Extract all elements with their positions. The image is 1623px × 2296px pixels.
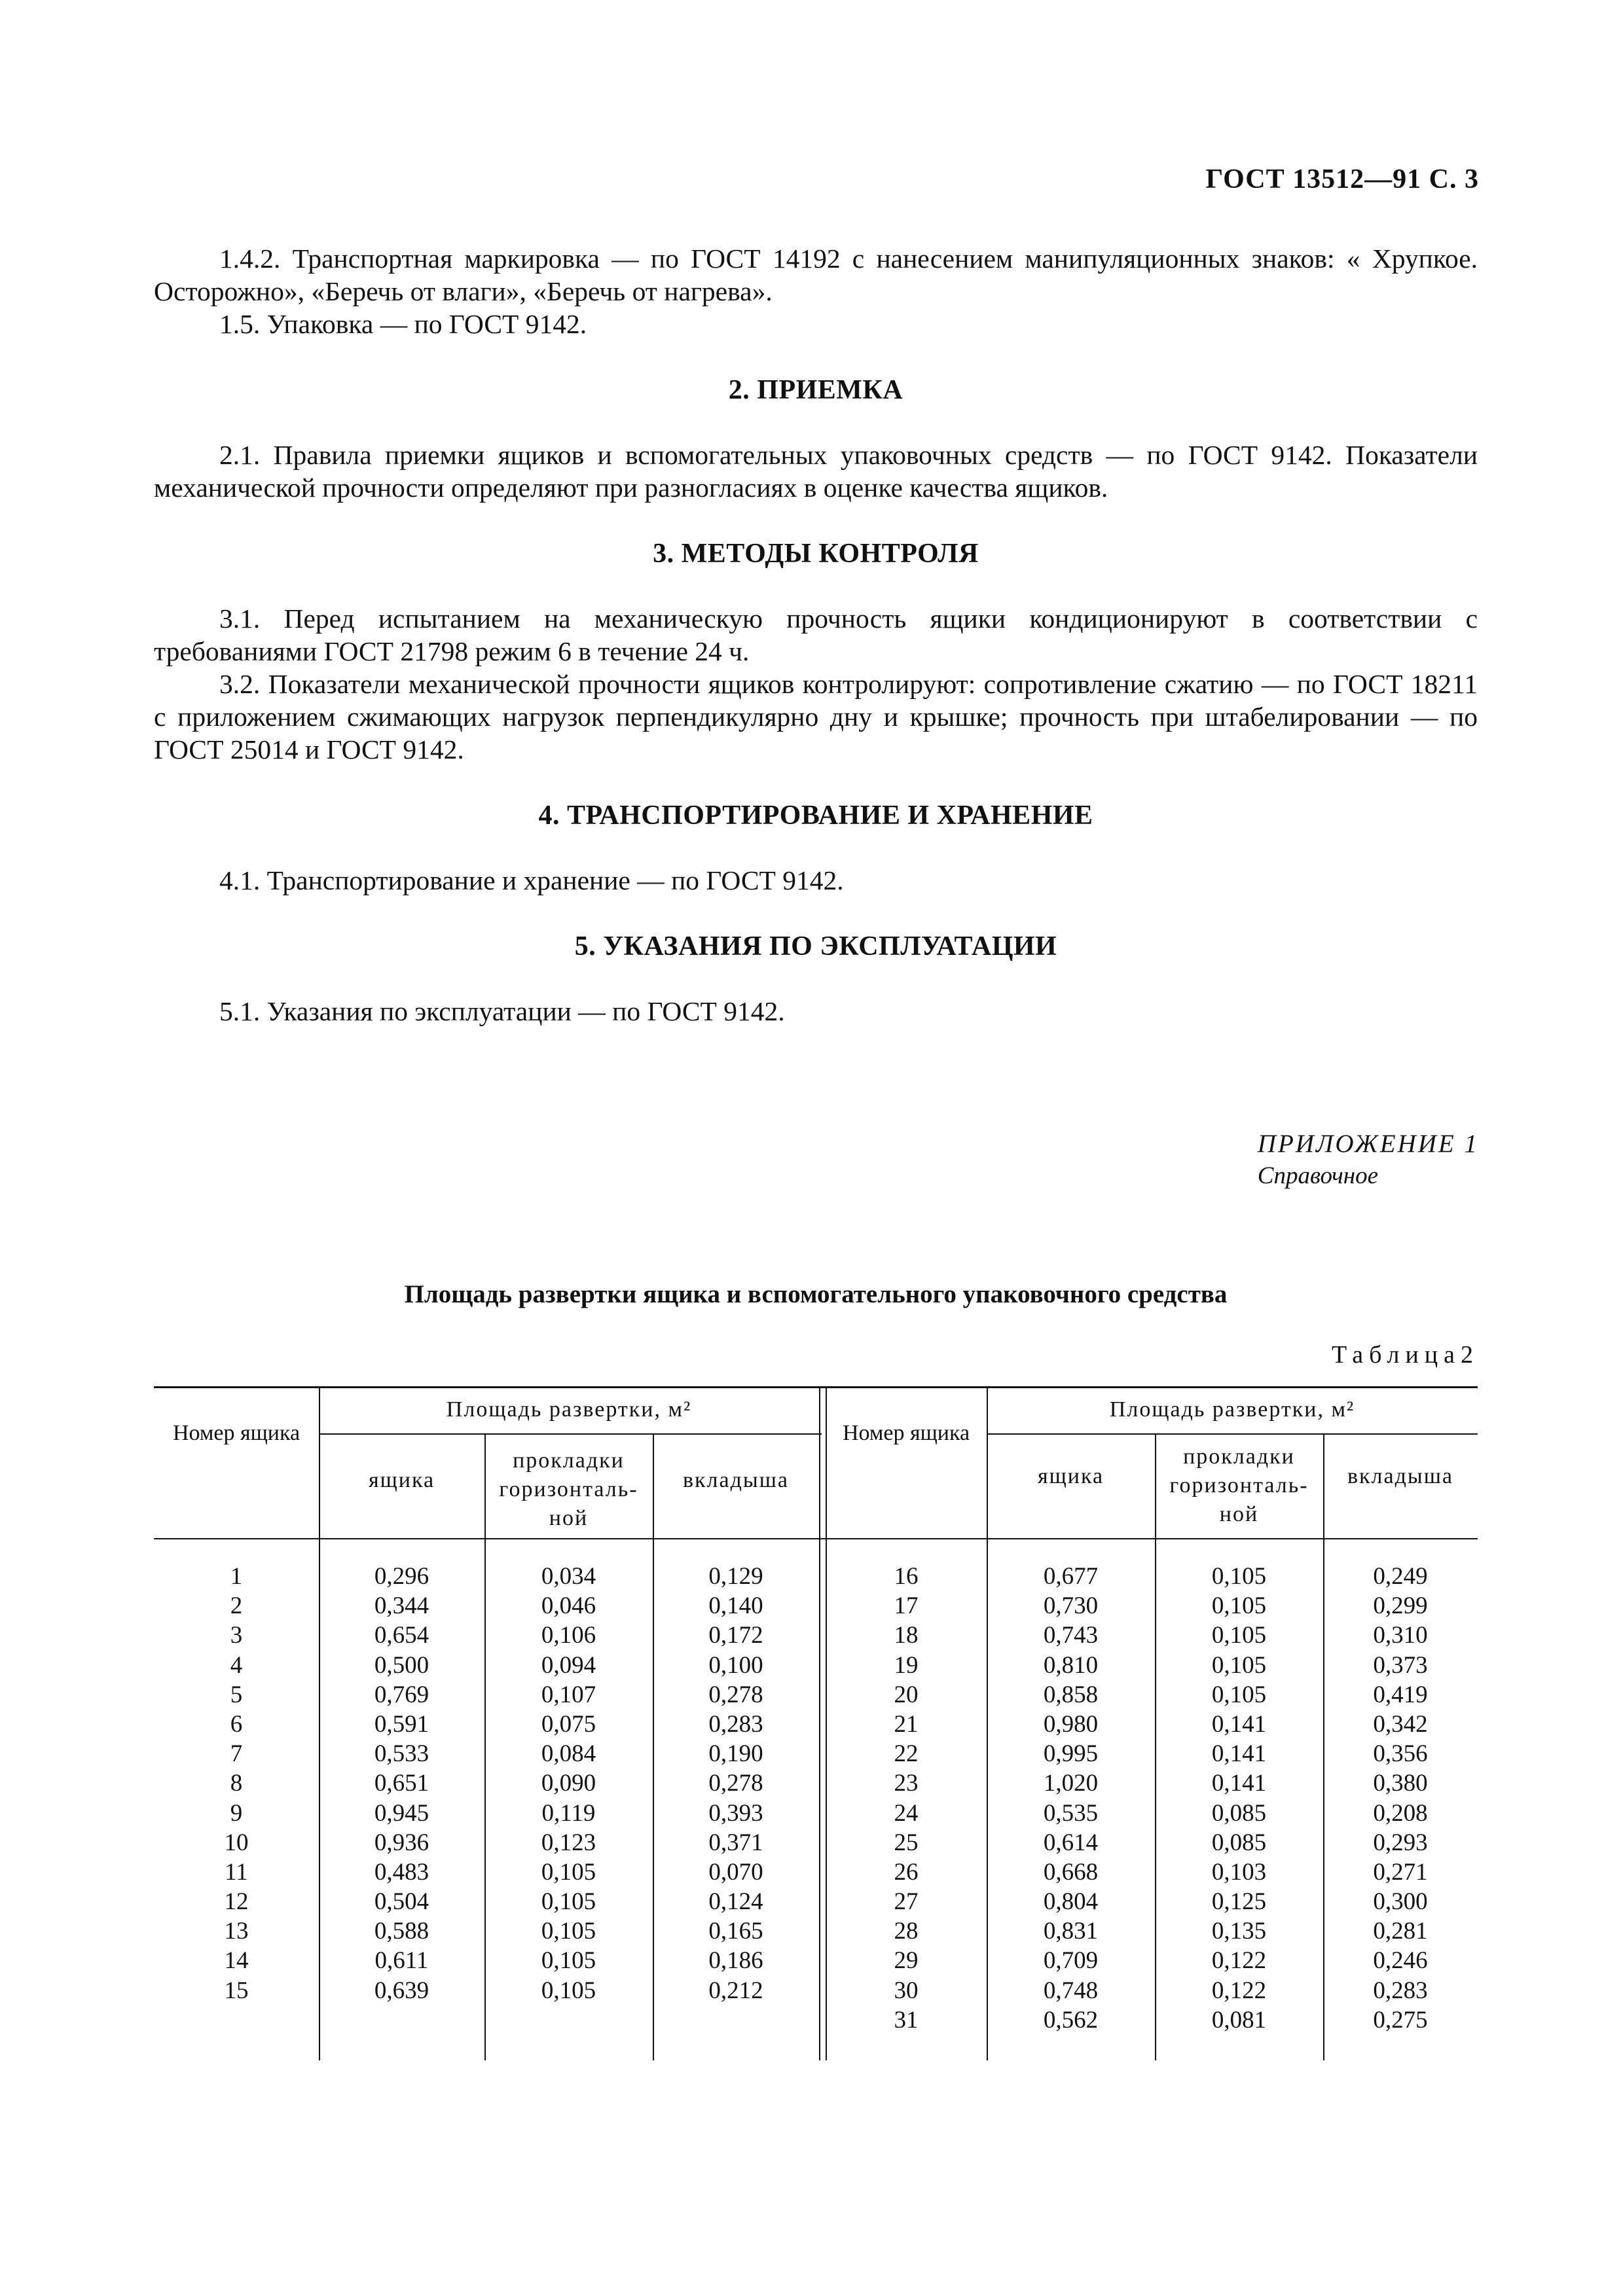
table-cell: 0,246 [1373, 1947, 1428, 1975]
table-cell: 12 [224, 1888, 249, 1916]
table-cell: 0,186 [708, 1947, 763, 1975]
table-cell: 0,046 [541, 1592, 596, 1620]
table-title: Площадь развертки ящика и вспомогательного упаковочного средства [404, 1280, 1228, 1308]
paragraph-2-1: 2.1. Правила приемки ящиков и вспомогательных упаковочных средств — по ГОСТ 9142. Показатели механической прочности определяют при разногласиях в оценке качества ящиков. [154, 440, 1478, 503]
table-cell: 24 [894, 1799, 919, 1827]
table-cell: 0,668 [1043, 1858, 1099, 1886]
table-cell: 0,105 [1211, 1592, 1267, 1620]
table-cell: 27 [894, 1888, 919, 1916]
header-pad-right: прокладки горизонталь-ной [1169, 1444, 1309, 1526]
table-cell: 0,105 [541, 1977, 596, 2004]
header-insert-left: вкладыша [682, 1468, 790, 1492]
column-left-box [319, 1562, 484, 2005]
table-cell: 0,271 [1373, 1858, 1428, 1886]
table-cell: 0,105 [541, 1858, 596, 1886]
table-cell: 0,344 [374, 1592, 429, 1620]
table-cell: 0,124 [708, 1888, 763, 1916]
table-cell: 0,140 [708, 1592, 763, 1620]
table-cell: 0,588 [374, 1918, 429, 1945]
table-cell: 0,810 [1043, 1651, 1099, 1679]
table-cell: 0,165 [708, 1918, 763, 1945]
table-cell: 0,936 [374, 1829, 429, 1856]
table-cell: 25 [894, 1829, 919, 1856]
table-cell: 0,105 [1211, 1651, 1267, 1679]
table-cell: 0,105 [541, 1947, 596, 1975]
table-cell: 0,249 [1373, 1563, 1428, 1590]
table-cell: 6 [230, 1710, 243, 1738]
table-cell: 0,831 [1043, 1918, 1099, 1945]
header-insert-right: вкладыша [1347, 1464, 1454, 1488]
table-cell: 0,562 [1043, 2006, 1099, 2034]
table-cell: 0,591 [374, 1710, 429, 1738]
table-cell: 7 [230, 1740, 243, 1768]
header-bottom-rule [154, 1538, 1478, 1539]
table-cell: 0,293 [1373, 1829, 1428, 1856]
header-number-left: Номер ящика [172, 1421, 301, 1445]
table-cell: 0,141 [1211, 1740, 1267, 1768]
table-cell: 0,483 [374, 1858, 429, 1886]
section-heading-3: 3. МЕТОДЫ КОНТРОЛЯ [653, 539, 979, 569]
table-cell: 15 [224, 1977, 249, 2004]
table-cell: 0,980 [1043, 1710, 1099, 1738]
table-cell: 0,283 [1373, 1977, 1428, 2004]
paragraph-1-4-2: 1.4.2. Транспортная маркировка — по ГОСТ 14192 с нанесением манипуляционных знаков: « Хрупкое. Осторожно», «Беречь от влаги», «Беречь от нагрева». [154, 243, 1478, 306]
table-cell: 0,278 [708, 1770, 763, 1797]
appendix-type: Справочное [1257, 1162, 1379, 1189]
table-cell: 0,103 [1211, 1858, 1267, 1886]
table-cell: 0,371 [708, 1829, 763, 1856]
table-cell: 0,677 [1043, 1563, 1099, 1590]
table-cell: 9 [230, 1799, 243, 1827]
table-cell: 0,296 [374, 1563, 429, 1590]
header-area-right: Площадь развертки, м² [1109, 1397, 1355, 1422]
table-cell: 0,075 [541, 1710, 596, 1738]
section-heading-4: 4. ТРАНСПОРТИРОВАНИЕ И ХРАНЕНИЕ [538, 800, 1093, 831]
table-cell: 5 [230, 1681, 243, 1708]
table-cell: 0,373 [1373, 1651, 1428, 1679]
table-top-rule [154, 1386, 1478, 1388]
table-cell: 0,614 [1043, 1829, 1099, 1856]
table-cell: 0,122 [1211, 1947, 1267, 1975]
table-cell: 0,283 [708, 1710, 763, 1738]
table-cell: 3 [230, 1622, 243, 1649]
header-area-left: Площадь развертки, м² [446, 1397, 692, 1422]
table-cell: 17 [894, 1592, 919, 1620]
table-cell: 0,743 [1043, 1622, 1099, 1649]
table-cell: 0,141 [1211, 1770, 1267, 1797]
table-cell: 0,190 [708, 1740, 763, 1768]
column-left-pad [484, 1562, 653, 2005]
table-cell: 0,105 [541, 1888, 596, 1916]
table-cell: 31 [894, 2006, 919, 2034]
table-cell: 0,105 [1211, 1563, 1267, 1590]
table-cell: 0,709 [1043, 1947, 1099, 1975]
appendix-number: ПРИЛОЖЕНИЕ 1 [1257, 1130, 1479, 1158]
table-cell: 0,804 [1043, 1888, 1099, 1916]
table-cell: 16 [894, 1563, 919, 1590]
table-cell: 28 [894, 1918, 919, 1945]
column-right-insert [1323, 1562, 1478, 2035]
column-right-box [987, 1562, 1155, 2035]
paragraph-3-1: 3.1. Перед испытанием на механическую прочность ящики кондиционируют в соответствии с требованиями ГОСТ 21798 режим 6 в течение 24 ч. [154, 603, 1478, 666]
section-heading-2: 2. ПРИЕМКА [728, 375, 903, 405]
page-header: ГОСТ 13512—91 С. 3 [1205, 164, 1479, 194]
table-cell: 0,356 [1373, 1740, 1428, 1768]
table-cell: 11 [225, 1858, 248, 1886]
table-cell: 0,106 [541, 1622, 596, 1649]
column-left-insert [653, 1562, 819, 2005]
table-cell: 0,100 [708, 1651, 763, 1679]
table-cell: 0,105 [541, 1918, 596, 1945]
header-pad-left: прокладки горизонталь-ной [499, 1448, 638, 1530]
table-cell: 0,281 [1373, 1918, 1428, 1945]
table-cell: 26 [894, 1858, 919, 1886]
table-cell: 0,299 [1373, 1592, 1428, 1620]
table-cell: 0,748 [1043, 1977, 1099, 2004]
table-cell: 0,034 [541, 1563, 596, 1590]
header-number-right: Номер ящика [842, 1421, 970, 1445]
paragraph-4-1: 4.1. Транспортирование и хранение — по ГОСТ 9142. [219, 865, 844, 895]
table-cell: 0,995 [1043, 1740, 1099, 1768]
table-cell: 2 [230, 1592, 243, 1620]
table-cell: 0,081 [1211, 2006, 1267, 2034]
table-cell: 0,504 [374, 1888, 429, 1916]
table-cell: 0,119 [541, 1799, 596, 1827]
table-cell: 20 [894, 1681, 919, 1708]
table-cell: 21 [894, 1710, 919, 1738]
table-cell: 0,141 [1211, 1710, 1267, 1738]
table-cell: 8 [230, 1770, 243, 1797]
table-cell: 0,500 [374, 1651, 429, 1679]
table-cell: 0,654 [374, 1622, 429, 1649]
table-cell: 0,208 [1373, 1799, 1428, 1827]
table-cell: 0,611 [374, 1947, 429, 1975]
table-cell: 0,085 [1211, 1799, 1267, 1827]
table-label: Таблица2 [1331, 1341, 1479, 1369]
table-cell: 13 [224, 1918, 249, 1945]
paragraph-5-1: 5.1. Указания по эксплуатации — по ГОСТ 9142. [219, 996, 785, 1026]
table-cell: 0,300 [1373, 1888, 1428, 1916]
table-cell: 23 [894, 1770, 919, 1797]
table-cell: 0,212 [708, 1977, 763, 2004]
table-cell: 0,945 [374, 1799, 429, 1827]
table-cell: 0,085 [1211, 1829, 1267, 1856]
table-cell: 14 [224, 1947, 249, 1975]
table-vrule [819, 1386, 820, 2060]
table-cell: 22 [894, 1740, 919, 1768]
table-cell: 1,020 [1043, 1770, 1099, 1797]
table-cell: 0,310 [1373, 1622, 1428, 1649]
table-cell: 0,275 [1373, 2006, 1428, 2034]
table-cell: 0,122 [1211, 1977, 1267, 2004]
table-cell: 0,730 [1043, 1592, 1099, 1620]
table-cell: 0,419 [1373, 1681, 1428, 1708]
table-cell: 0,090 [541, 1770, 596, 1797]
left-header-subrule [319, 1433, 822, 1435]
paragraph-1-5: 1.5. Упаковка — по ГОСТ 9142. [219, 309, 587, 339]
appendix-label [1258, 1127, 1479, 1191]
table-cell: 0,278 [708, 1681, 763, 1708]
table-cell: 10 [224, 1829, 249, 1856]
table-cell: 30 [894, 1977, 919, 2004]
table-cell: 4 [230, 1651, 243, 1679]
paragraph-3-2: 3.2. Показатели механической прочности ящиков контролируют: сопротивление сжатию — по ГОСТ 18211 с приложением сжимающих нагрузок перпендикулярно дну и крышке; прочность при штабелировании — по ГОСТ 25014 и ГОСТ 9142. [154, 669, 1478, 764]
header-box-right: ящика [1037, 1464, 1104, 1488]
table-cell: 0,129 [708, 1563, 763, 1590]
table-cell: 0,105 [1211, 1681, 1267, 1708]
table-cell: 0,769 [374, 1681, 429, 1708]
table-cell: 1 [230, 1563, 243, 1590]
table-cell: 0,858 [1043, 1681, 1099, 1708]
table-cell: 0,107 [541, 1681, 596, 1708]
section-heading-5: 5. УКАЗАНИЯ ПО ЭКСПЛУАТАЦИИ [574, 931, 1057, 961]
table-cell: 0,135 [1211, 1918, 1267, 1945]
table-cell: 0,125 [1211, 1888, 1267, 1916]
table-cell: 18 [894, 1622, 919, 1649]
table-cell: 0,070 [708, 1858, 763, 1886]
table-cell: 0,084 [541, 1740, 596, 1768]
table-cell: 19 [894, 1651, 919, 1679]
table-cell: 0,342 [1373, 1710, 1428, 1738]
table-cell: 29 [894, 1947, 919, 1975]
table-cell: 0,172 [708, 1622, 763, 1649]
table-cell: 0,105 [1211, 1622, 1267, 1649]
table-cell: 0,123 [541, 1829, 596, 1856]
table-cell: 0,533 [374, 1740, 429, 1768]
area-table [154, 1386, 1478, 2060]
table-cell: 0,535 [1043, 1799, 1099, 1827]
right-header-subrule [987, 1433, 1478, 1435]
table-cell: 0,393 [708, 1799, 763, 1827]
header-box-left: ящика [368, 1468, 435, 1492]
table-cell: 0,639 [374, 1977, 429, 2004]
column-right-number [826, 1562, 987, 2035]
column-right-pad [1155, 1562, 1323, 2035]
table-cell: 0,380 [1373, 1770, 1428, 1797]
table-cell: 0,094 [541, 1651, 596, 1679]
column-left-number [154, 1562, 319, 2005]
table-cell: 0,651 [374, 1770, 429, 1797]
